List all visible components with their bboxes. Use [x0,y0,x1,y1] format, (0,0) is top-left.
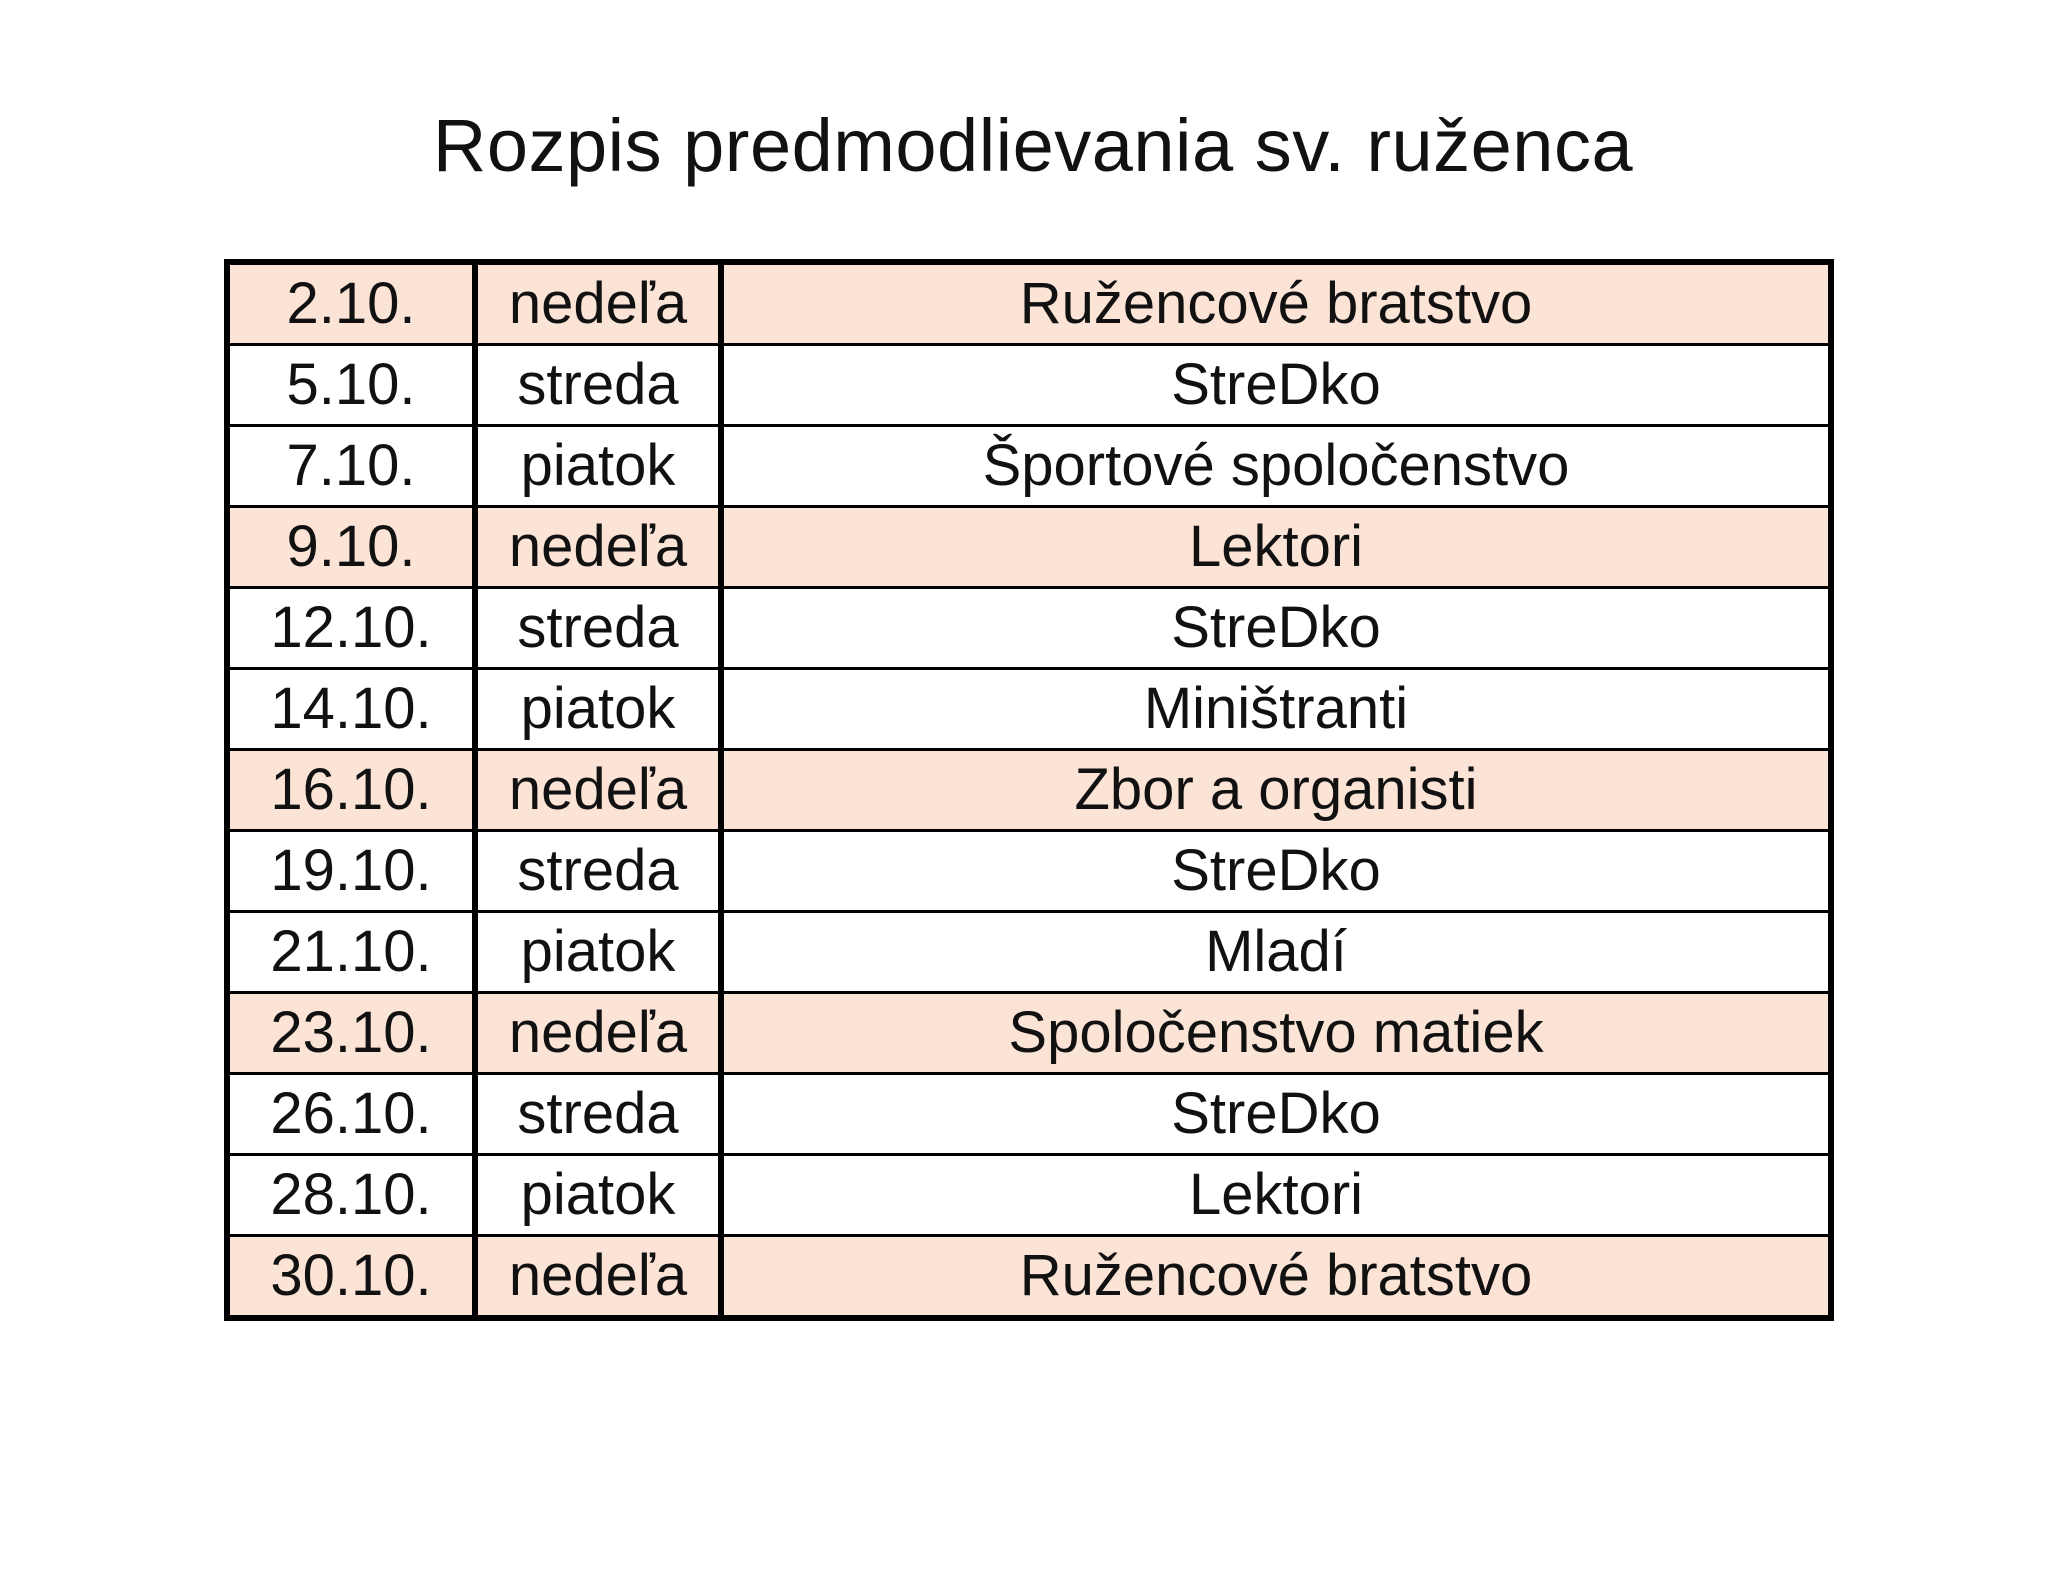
group-cell: StreDko [721,1074,1831,1155]
table-row [227,1155,1831,1236]
table-row [227,507,1831,588]
day-cell: nedeľa [475,262,721,345]
group-cell: StreDko [721,831,1831,912]
table-row [227,1236,1831,1319]
date-cell: 21.10. [227,912,475,993]
group-cell: Lektori [721,1155,1831,1236]
date-cell: 14.10. [227,669,475,750]
group-cell: Zbor a organisti [721,750,1831,831]
table-row [227,669,1831,750]
group-cell: Ružencové bratstvo [721,1236,1831,1319]
date-cell: 19.10. [227,831,475,912]
table-row [227,588,1831,669]
day-cell: piatok [475,1155,721,1236]
day-cell: nedeľa [475,750,721,831]
day-cell: streda [475,831,721,912]
table-row [227,993,1831,1074]
day-cell: nedeľa [475,993,721,1074]
date-cell: 7.10. [227,426,475,507]
date-cell: 9.10. [227,507,475,588]
group-cell: Lektori [721,507,1831,588]
day-cell: piatok [475,426,721,507]
date-cell: 5.10. [227,345,475,426]
day-cell: nedeľa [475,507,721,588]
date-cell: 2.10. [227,262,475,345]
group-cell: Spoločenstvo matiek [721,993,1831,1074]
group-cell: StreDko [721,345,1831,426]
day-cell: streda [475,345,721,426]
date-cell: 26.10. [227,1074,475,1155]
day-cell: piatok [475,669,721,750]
date-cell: 16.10. [227,750,475,831]
group-cell: Miništranti [721,669,1831,750]
day-cell: streda [475,1074,721,1155]
date-cell: 23.10. [227,993,475,1074]
date-cell: 28.10. [227,1155,475,1236]
table-row [227,831,1831,912]
date-cell: 30.10. [227,1236,475,1319]
table-row [227,426,1831,507]
table-row [227,750,1831,831]
page-title: Rozpis predmodlievania sv. ruženca [432,104,1634,187]
group-cell: Ružencové bratstvo [721,262,1831,345]
table-row [227,912,1831,993]
table-row [227,345,1831,426]
day-cell: nedeľa [475,1236,721,1319]
date-cell: 12.10. [227,588,475,669]
group-cell: StreDko [721,588,1831,669]
table-row [227,262,1831,345]
schedule-table [224,259,1834,1321]
group-cell: Športové spoločenstvo [721,426,1831,507]
day-cell: streda [475,588,721,669]
table-row [227,1074,1831,1155]
schedule-table-body [227,262,1831,1318]
day-cell: piatok [475,912,721,993]
group-cell: Mladí [721,912,1831,993]
